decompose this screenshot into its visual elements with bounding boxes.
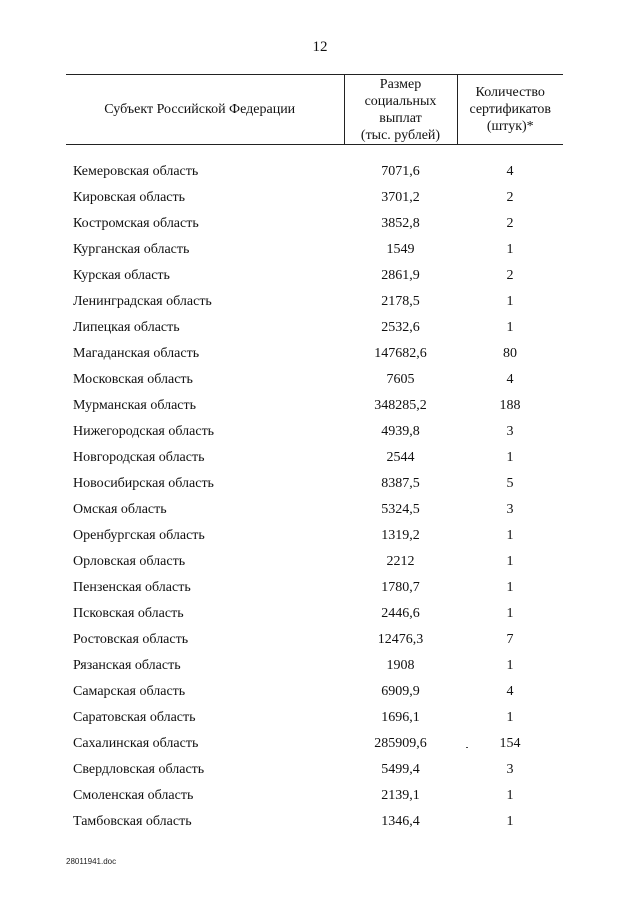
table-row	[66, 575, 563, 601]
cell-certificates: 4	[506, 164, 514, 179]
cell-payment: 12476,3	[377, 632, 424, 647]
cell-subject: Костромская область	[73, 216, 199, 231]
table-row	[66, 445, 563, 471]
table-row	[66, 471, 563, 497]
cell-subject: Оренбургская область	[73, 528, 205, 543]
regions-table	[66, 74, 563, 835]
cell-certificates: 1	[506, 658, 514, 673]
table-row	[66, 705, 563, 731]
cell-subject: Липецкая область	[73, 320, 180, 335]
cell-subject: Курганская область	[73, 242, 190, 257]
cell-subject: Псковская область	[73, 606, 184, 621]
table-row	[66, 315, 563, 341]
table-row	[66, 549, 563, 575]
cell-certificates: 1	[506, 580, 514, 595]
table-row	[66, 185, 563, 211]
cell-payment: 5324,5	[381, 502, 420, 517]
table-row	[66, 523, 563, 549]
cell-certificates: 188	[499, 398, 521, 413]
cell-certificates: 2	[506, 190, 514, 205]
cell-certificates: 3	[506, 424, 514, 439]
cell-certificates: 1	[506, 450, 514, 465]
cell-payment: 1780,7	[381, 580, 420, 595]
header-payments-line: выплат	[379, 110, 422, 126]
table-row	[66, 627, 563, 653]
cell-payment: 6909,9	[381, 684, 420, 699]
cell-subject: Орловская область	[73, 554, 186, 569]
cell-certificates: 154	[499, 736, 521, 751]
header-payments	[344, 75, 457, 145]
cell-certificates: 1	[506, 242, 514, 257]
table-body	[66, 145, 563, 836]
table-header	[66, 75, 563, 145]
table-spacer	[66, 145, 563, 160]
header-payments-line: Размер	[379, 76, 422, 92]
cell-subject: Ростовская область	[73, 632, 189, 647]
table-row	[66, 237, 563, 263]
table-row	[66, 393, 563, 419]
header-certificates-line: (штук)*	[486, 119, 534, 134]
table-row	[66, 341, 563, 367]
cell-subject: Мурманская область	[73, 398, 197, 413]
table-row	[66, 159, 563, 185]
cell-payment: 3852,8	[381, 216, 420, 231]
cell-payment: 2544	[386, 450, 415, 465]
table-row	[66, 809, 563, 835]
cell-payment: 285909,6	[374, 736, 427, 751]
table-row	[66, 419, 563, 445]
document-reference: 28011941.doc	[66, 857, 117, 866]
cell-payment: 1696,1	[381, 710, 420, 725]
cell-subject: Сахалинская область	[73, 736, 199, 751]
cell-subject: Кемеровская область	[73, 164, 199, 179]
cell-subject: Новосибирская область	[73, 476, 214, 491]
cell-certificates: 4	[506, 684, 514, 699]
cell-subject: Самарская область	[73, 684, 186, 699]
header-payments-line: социальных	[364, 93, 437, 109]
cell-subject: Курская область	[73, 268, 170, 283]
cell-subject: Ленинградская область	[73, 294, 212, 309]
table-row	[66, 367, 563, 393]
cell-certificates: 2	[506, 216, 514, 231]
cell-payment: 348285,2	[374, 398, 427, 413]
table-row	[66, 731, 563, 757]
cell-payment: 7605	[386, 372, 415, 387]
cell-certificates: 3	[506, 762, 514, 777]
cell-certificates: 3	[506, 502, 514, 517]
cell-certificates: 1	[506, 606, 514, 621]
cell-payment: 2178,5	[381, 294, 420, 309]
cell-subject: Омская область	[73, 502, 167, 517]
cell-certificates: 80	[503, 346, 517, 361]
page-number: 12	[312, 39, 328, 55]
cell-payment: 7071,6	[381, 164, 420, 179]
cell-certificates: 1	[506, 528, 514, 543]
cell-certificates: 1	[506, 294, 514, 309]
header-payments-line: (тыс. рублей)	[360, 127, 441, 143]
cell-subject: Московская область	[73, 372, 193, 387]
cell-payment: 1319,2	[381, 528, 420, 543]
cell-subject: Свердловская область	[73, 762, 205, 777]
header-certificates	[457, 75, 563, 145]
cell-subject: Саратовская область	[73, 710, 196, 725]
cell-payment: 147682,6	[374, 346, 427, 361]
table-row	[66, 497, 563, 523]
scan-speck	[466, 747, 468, 748]
cell-payment: 4939,8	[381, 424, 420, 439]
cell-certificates: 7	[506, 632, 514, 647]
cell-certificates: 5	[506, 476, 514, 491]
cell-payment: 2532,6	[381, 320, 420, 335]
table-row	[66, 263, 563, 289]
regions-table-container	[66, 74, 563, 835]
header-certificates-line: Количество	[475, 85, 545, 100]
table-row	[66, 289, 563, 315]
cell-payment: 5499,4	[381, 762, 420, 777]
cell-certificates: 2	[506, 268, 514, 283]
cell-payment: 3701,2	[381, 190, 420, 205]
table-row	[66, 679, 563, 705]
cell-payment: 2212	[386, 554, 415, 569]
cell-certificates: 4	[506, 372, 514, 387]
table-row	[66, 601, 563, 627]
cell-payment: 2139,1	[381, 788, 420, 803]
cell-payment: 8387,5	[381, 476, 420, 491]
table-row	[66, 783, 563, 809]
cell-certificates: 1	[506, 814, 514, 829]
cell-certificates: 1	[506, 710, 514, 725]
cell-subject: Нижегородская область	[73, 424, 215, 439]
cell-subject: Пензенская область	[73, 580, 191, 595]
cell-subject: Магаданская область	[73, 346, 200, 361]
table-row	[66, 653, 563, 679]
cell-payment: 2861,9	[381, 268, 420, 283]
cell-payment: 1549	[386, 242, 415, 257]
cell-subject: Смоленская область	[73, 788, 194, 803]
cell-certificates: 1	[506, 554, 514, 569]
cell-subject: Кировская область	[73, 190, 186, 205]
cell-certificates: 1	[506, 788, 514, 803]
header-subject-label: Субъект Российской Федерации	[104, 102, 296, 117]
cell-certificates: 1	[506, 320, 514, 335]
cell-subject: Тамбовская область	[73, 814, 192, 829]
cell-subject: Рязанская область	[73, 658, 181, 673]
cell-payment: 1908	[386, 658, 415, 673]
cell-payment: 2446,6	[381, 606, 420, 621]
table-row	[66, 211, 563, 237]
header-subject	[66, 75, 344, 145]
cell-subject: Новгородская область	[73, 450, 205, 465]
table-row	[66, 757, 563, 783]
cell-payment: 1346,4	[381, 814, 420, 829]
header-certificates-line: сертификатов	[469, 102, 552, 117]
